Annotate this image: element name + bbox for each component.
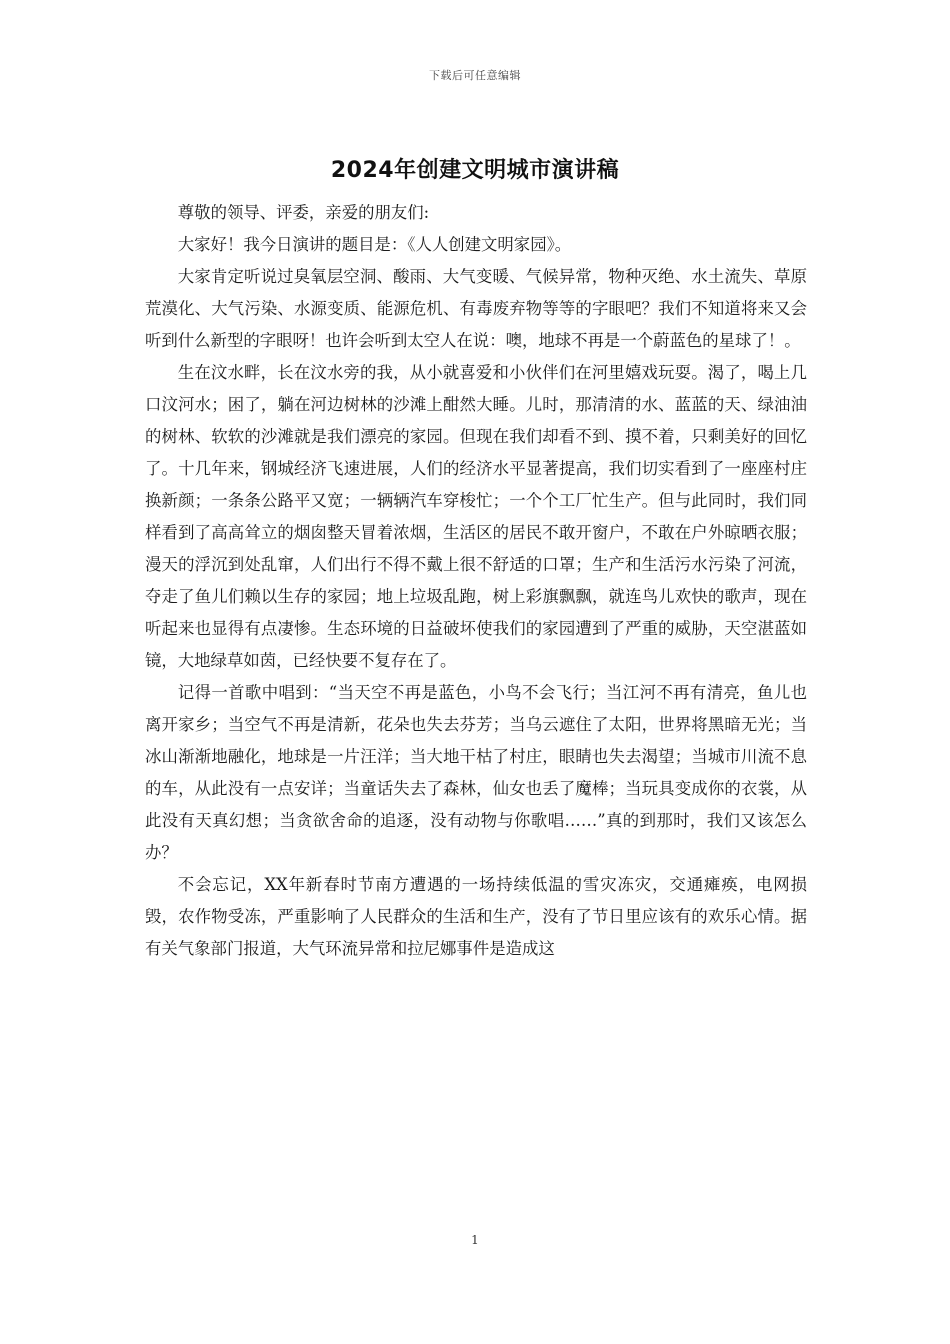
document-body [145,197,807,965]
header-note: 下载后可任意编辑 [429,69,521,82]
paragraph: 记得一首歌中唱到：“当天空不再是蓝色，小鸟不会飞行；当江河不再有清亮，鱼儿也离开家乡；当空气不再是清新，花朵也失去芬芳；当乌云遮住了太阳，世界将黑暗无光；当冰山渐渐地融化，地球是一片汪洋；当大地干枯了村庄，眼睛也失去渴望；当城市川流不息的车，从此没有一点安详；当童话失去了森林，仙女也丢了魔棒；当玩具变成你的衣裳，从此没有天真幻想；当贪欲舍命的追逐，没有动物与你歌唱……”真的到那时，我们又该怎么办？ [145,683,807,862]
paragraph: 不会忘记，XX年新春时节南方遭遇的一场持续低温的雪灾冻灾，交通瘫痪，电网损毁，农作物受冻，严重影响了人民群众的生活和生产，没有了节日里应该有的欢乐心情。据有关气象部门报道，大气环流异常和拉尼娜事件是造成这 [145,875,807,958]
paragraph: 大家肯定听说过臭氧层空洞、酸雨、大气变暖、气候异常，物种灭绝、水土流失、草原荒漠化、大气污染、水源变质、能源危机、有毒废弃物等等的字眼吧？我们不知道将来又会听到什么新型的字眼呀！也许会听到太空人在说：噢，地球不再是一个蔚蓝色的星球了！。 [145,267,807,350]
paragraph-topic: 大家好！我今日演讲的题目是：《人人创建文明家园》。 [177,235,572,254]
page-number: 1 [471,1233,479,1247]
paragraph-greeting: 尊敬的领导、评委，亲爱的朋友们: [177,203,430,222]
document-title: 2024年创建文明城市演讲稿 [330,158,620,183]
paragraph: 生在汶水畔，长在汶水旁的我，从小就喜爱和小伙伴们在河里嬉戏玩耍。渴了，喝上几口汶河水；困了，躺在河边树林的沙滩上酣然大睡。儿时，那清清的水、蓝蓝的天、绿油油的树林、软软的沙滩就是我们漂亮的家园。但现在我们却看不到、摸不着，只剩美好的回忆了。十几年来，钢城经济飞速进展，人们的经济水平显著提高，我们切实看到了一座座村庄换新颜；一条条公路平又宽；一辆辆汽车穿梭忙；一个个工厂忙生产。但与此同时，我们同样看到了高高耸立的烟囱整天冒着浓烟，生活区的居民不敢开窗户，不敢在户外晾晒衣服；漫天的浮沉到处乱窜，人们出行不得不戴上很不舒适的口罩；生产和生活污水污染了河流，夺走了鱼儿们赖以生存的家园；地上垃圾乱跑，树上彩旗飘飘，就连鸟儿欢快的歌声，现在听起来也显得有点凄惨。生态环境的日益破坏使我们的家园遭到了严重的威胁，天空湛蓝如镜，大地绿草如茵，已经快要不复存在了。 [145,363,807,670]
